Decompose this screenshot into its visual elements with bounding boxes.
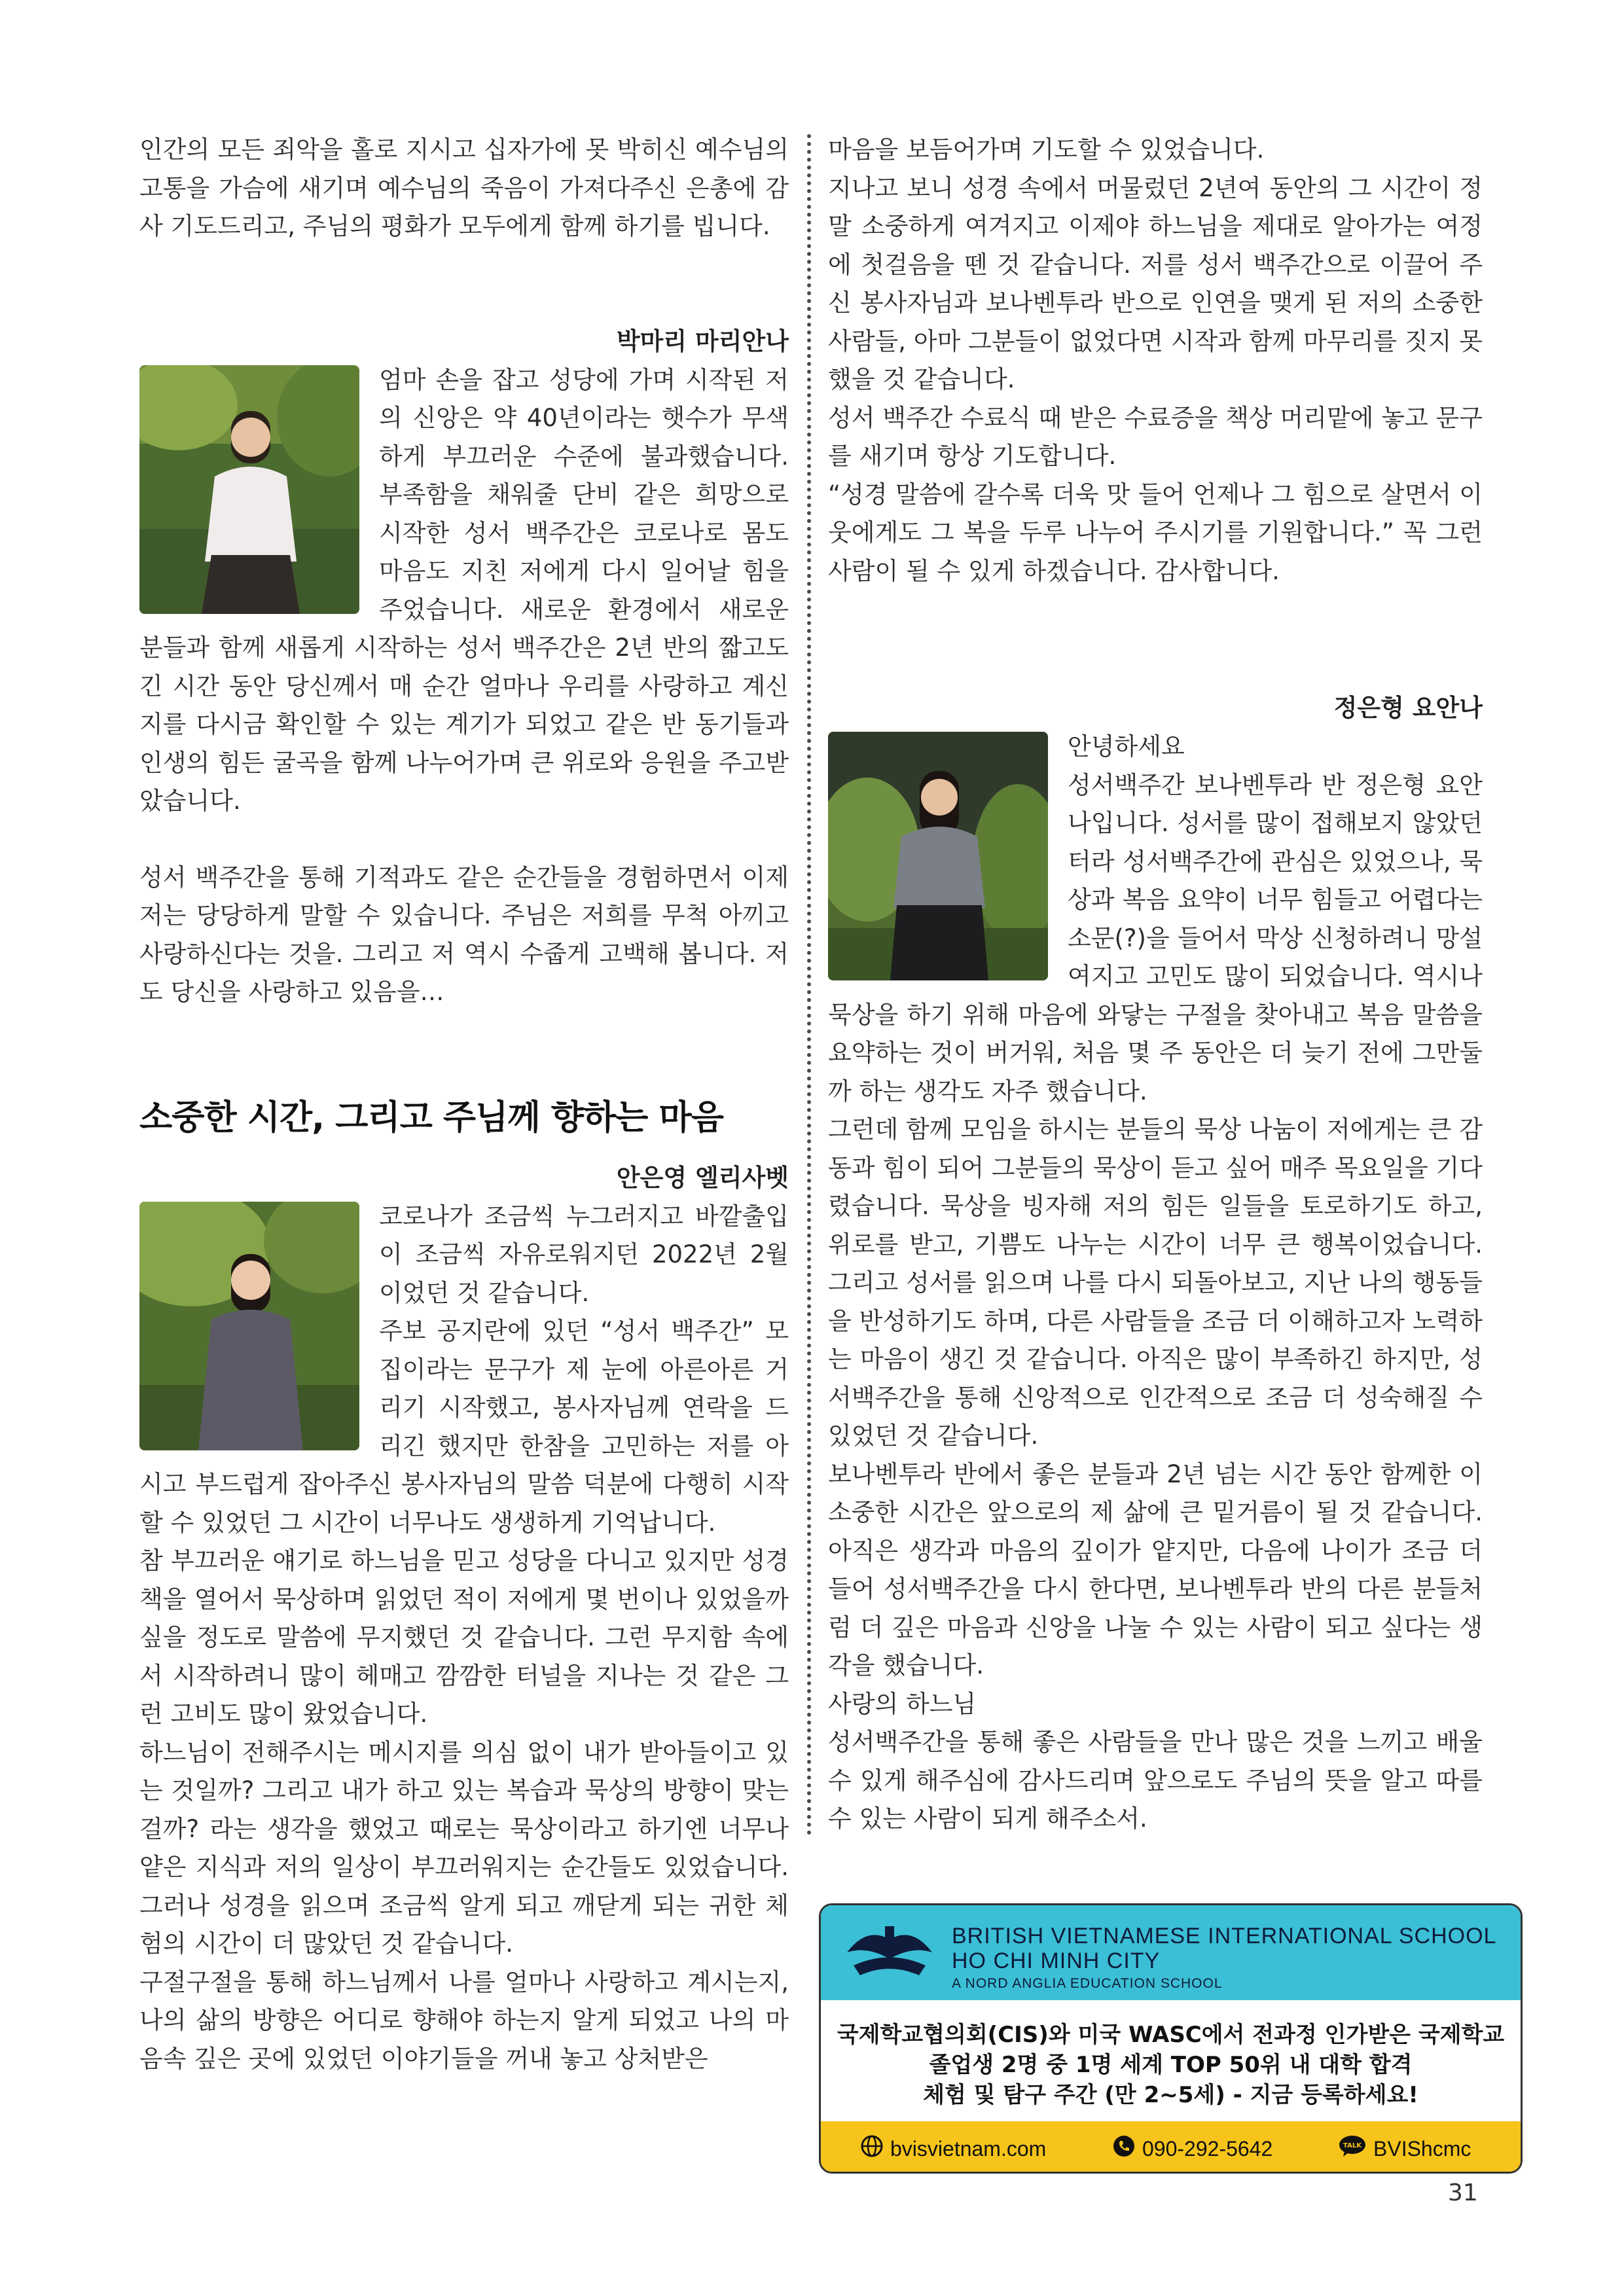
article-paragraph: 하느님이 전해주시는 메시지를 의심 없이 내가 받아들이고 있는 것일까? 그리고 내가 하고 있는 복습과 묵상의 방향이 맞는 걸까? 라는 생각을 했었고 때로는 묵상이라고 하기엔 너무나 얕은 지식과 저의 일상이 부끄러워지는 순간들도 있었습니다. 그러나 성경을 읽으며 조금씩 알게 되고 깨닫게 되는 귀한 체험의 시간이 더 많았던 것 같습니다. <box>139 1738 789 1958</box>
article-paragraph: 구절구절을 통해 하느님께서 나를 얼마나 사랑하고 계시는지, 나의 삶의 방향은 어디로 향해야 하는지 알게 되었고 나의 마음속 깊은 곳에 있었던 이야기들을 꺼내 놓고 상처받은 <box>139 1967 789 2073</box>
kakaotalk-link[interactable] <box>1338 2134 1471 2163</box>
article-paragraph: 주보 공지란에 있던 “성서 백주간” 모집이라는 문구가 제 눈에 아른아른 거리기 시작했고, 봉사자님께 연락을 드리긴 했지만 한참을 고민하는 저를 아시고 부드럽게 잡아주신 봉사자님의 말씀 덕분에 다행히 시작할 수 있었던 그 시간이 너무나도 생생하게 기억납니다. <box>139 1317 789 1537</box>
article-block <box>139 1198 789 1543</box>
school-city: HO CHI MINH CITY <box>952 1948 1161 1973</box>
right-column <box>828 131 1483 1839</box>
article-paragraph: 그런데 함께 모임을 하시는 분들의 묵상 나눔이 저에게는 큰 감동과 힘이 되어 그분들의 묵상이 듣고 싶어 매주 목요일을 기다렸습니다. 묵상을 빙자해 저의 힘든 일들을 토로하기도 하고, 위로를 받고, 기쁨도 나누는 시간이 너무 큰 행복이었습니다. 그리고 성서를 읽으며 나를 다시 되돌아보고, 지난 나의 행동들을 반성하기도 하며, 다른 사람들을 조금 더 이해하고자 노력하는 마음이 생긴 것 같습니다. 아직은 많이 부족하긴 하지만, 성서백주간을 통해 신앙적으로 인간적으로 조금 더 성숙해질 수 있었던 것 같습니다. <box>828 1115 1483 1450</box>
article-paragraph: 보나벤투라 반에서 좋은 분들과 2년 넘는 시간 동안 함께한 이 소중한 시간은 앞으로의 제 삶에 큰 밑거름이 될 것 같습니다. 아직은 생각과 마음의 깊이가 얕지만, 다음에 나이가 조금 더 들어 성서백주간을 다시 한다면, 보나벤투라 반의 다른 분들처럼 더 깊은 마음과 신앙을 나눌 수 있는 사람이 되고 싶다는 생각을 했습니다. <box>828 1460 1483 1679</box>
ad-header <box>821 1905 1521 2000</box>
kakaotalk-badge-text: TALK <box>1343 2142 1362 2149</box>
article-block <box>828 728 1483 1111</box>
article-paragraph: 성서백주간을 통해 좋은 사람들을 만나 많은 것을 느끼고 배울 수 있게 해주심에 감사드리며 앞으로도 주님의 뜻을 알고 따를 수 있는 사람이 되게 해주소서. <box>828 1728 1483 1833</box>
ad-line: 졸업생 2명 중 1명 세계 TOP 50위 내 대학 합격 <box>929 2052 1413 2078</box>
article-block <box>139 361 789 821</box>
article-paragraph: “성경 말씀에 갈수록 더욱 맛 들어 언제나 그 힘으로 살면서 이웃에게도 그 복을 두루 나누어 주시기를 기원합니다.” 꼭 그런 사람이 될 수 있게 하겠습니다. 감사합니다. <box>828 480 1483 585</box>
kakaotalk-text: BVIShcmc <box>1373 2136 1471 2161</box>
website-link[interactable] <box>860 2134 1046 2163</box>
website-text: bvisvietnam.com <box>890 2136 1047 2161</box>
phone-link[interactable] <box>1112 2134 1272 2163</box>
article-paragraph: 성서 백주간 수료식 때 받은 수료증을 책상 머리맡에 놓고 문구를 새기며 항상 기도합니다. <box>828 403 1483 470</box>
article-paragraph: 참 부끄러운 얘기로 하느님을 믿고 성당을 다니고 있지만 성경책을 열어서 묵상하며 읽었던 적이 저에게 몇 번이나 있었을까 싶을 정도로 말씀에 무지했던 것 같습니다. 그런 무지함 속에서 시작하려니 많이 헤매고 깜깜한 터널을 지나는 것 같은 그런 고비도 많이 왔었습니다. <box>139 1547 789 1728</box>
ad-line: 국제학교협의회(CIS)와 미국 WASC에서 전과정 인가받은 국제학교 <box>837 2022 1505 2048</box>
school-advertisement[interactable] <box>819 1903 1523 2174</box>
ad-line: 체험 및 탐구 주간 (만 2~5세) - 지금 등록하세요! <box>923 2082 1418 2108</box>
kakaotalk-icon <box>1338 2134 1367 2163</box>
article-paragraph: 엄마 손을 잡고 성당에 가며 시작된 저의 신앙은 약 40년이라는 햇수가 무색하게 부끄러운 수준에 불과했습니다. 부족함을 채워줄 단비 같은 희망으로 시작한 성서 백주간은 코로나로 몸도 마음도 지친 저에게 다시 일어날 힘을 주었습니다. 새로운 환경에서 새로운 분들과 함께 새롭게 시작하는 성서 백주간은 2년 반의 짧고도 긴 시간 동안 당신께서 매 순간 얼마나 우리를 사랑하고 계신지를 다시금 확인할 수 있는 계기가 되었고 같은 반 동기들과 인생의 힘든 굴곡을 함께 나누어가며 큰 위로와 응원을 주고받았습니다. <box>139 365 789 815</box>
page-number: 31 <box>1448 2179 1478 2206</box>
intro-paragraph: 인간의 모든 죄악을 홀로 지시고 십자가에 못 박히신 예수님의 고통을 가슴에 새기며 예수님의 죽음이 가져다주신 은총에 감사 기도드리고, 주님의 평화가 모두에게 함께 하기를 빕니다. <box>139 135 789 240</box>
article-paragraph: 코로나가 조금씩 누그러지고 바깥출입이 조금씩 자유로워지던 2022년 2월이었던 것 같습니다. <box>379 1202 789 1307</box>
phone-icon <box>1112 2134 1136 2163</box>
article-paragraph: 지나고 보니 성경 속에서 머물렀던 2년여 동안의 그 시간이 정말 소중하게 여겨지고 이제야 하느님을 제대로 알아가는 여정에 첫걸음을 뗀 것 같습니다. 저를 성서 백주간으로 이끌어 주신 봉사자님과 보나벤투라 반으로 인연을 맺게 된 저의 소중한 사람들, 아마 그분들이 없었다면 시작과 함께 마무리를 짓지 못했을 것 같습니다. <box>828 173 1483 393</box>
ad-body <box>821 2000 1521 2121</box>
column-divider <box>807 134 811 1836</box>
article-paragraph: 성서백주간 보나벤투라 반 정은형 요안나입니다. 성서를 많이 접해보지 않았던 터라 성서백주간에 관심은 있었으나, 묵상과 복음 요약이 너무 힘들고 어렵다는 소문(?)을 들어서 막상 신청하려니 망설여지고 고민도 많이 되었습니다. 역시나 묵상을 하기 위해 마음에 와닿는 구절을 찾아내고 복음 말씀을 요약하는 것이 버거워, 처음 몇 주 동안은 더 늦기 전에 그만둘까 하는 생각도 자주 했습니다. <box>828 770 1483 1105</box>
article-paragraph: 사랑의 하느님 <box>828 1689 977 1718</box>
author-name: 박마리 마리안나 <box>616 327 789 355</box>
author-photo <box>139 1202 359 1450</box>
ad-contact-bar <box>821 2121 1521 2172</box>
globe-icon <box>860 2134 884 2163</box>
phone-text: 090-292-5642 <box>1142 2136 1273 2161</box>
left-column <box>139 131 789 2078</box>
article-paragraph: 마음을 보듬어가며 기도할 수 있었습니다. <box>828 135 1265 164</box>
school-name: BRITISH VIETNAMESE INTERNATIONAL SCHOOL <box>952 1924 1497 1948</box>
article-paragraph: 안녕하세요 <box>1068 732 1185 761</box>
author-photo <box>828 732 1048 980</box>
author-name: 안은영 엘리사벳 <box>616 1163 789 1192</box>
section-heading: 소중한 시간, 그리고 주님께 향하는 마음 <box>139 1098 723 1138</box>
author-photo <box>139 365 359 614</box>
article-paragraph: 성서 백주간을 통해 기적과도 같은 순간들을 경험하면서 이제 저는 당당하게 말할 수 있습니다. 주님은 저희를 무척 아끼고 사랑하신다는 것을. 그리고 저 역시 수줍게 고백해 봅니다. 저도 당신을 사랑하고 있음을… <box>139 863 789 1006</box>
school-crest-icon <box>840 1920 939 1988</box>
school-tagline: A NORD ANGLIA EDUCATION SCHOOL <box>952 1976 1223 1991</box>
author-name: 정은형 요안나 <box>1333 694 1483 722</box>
